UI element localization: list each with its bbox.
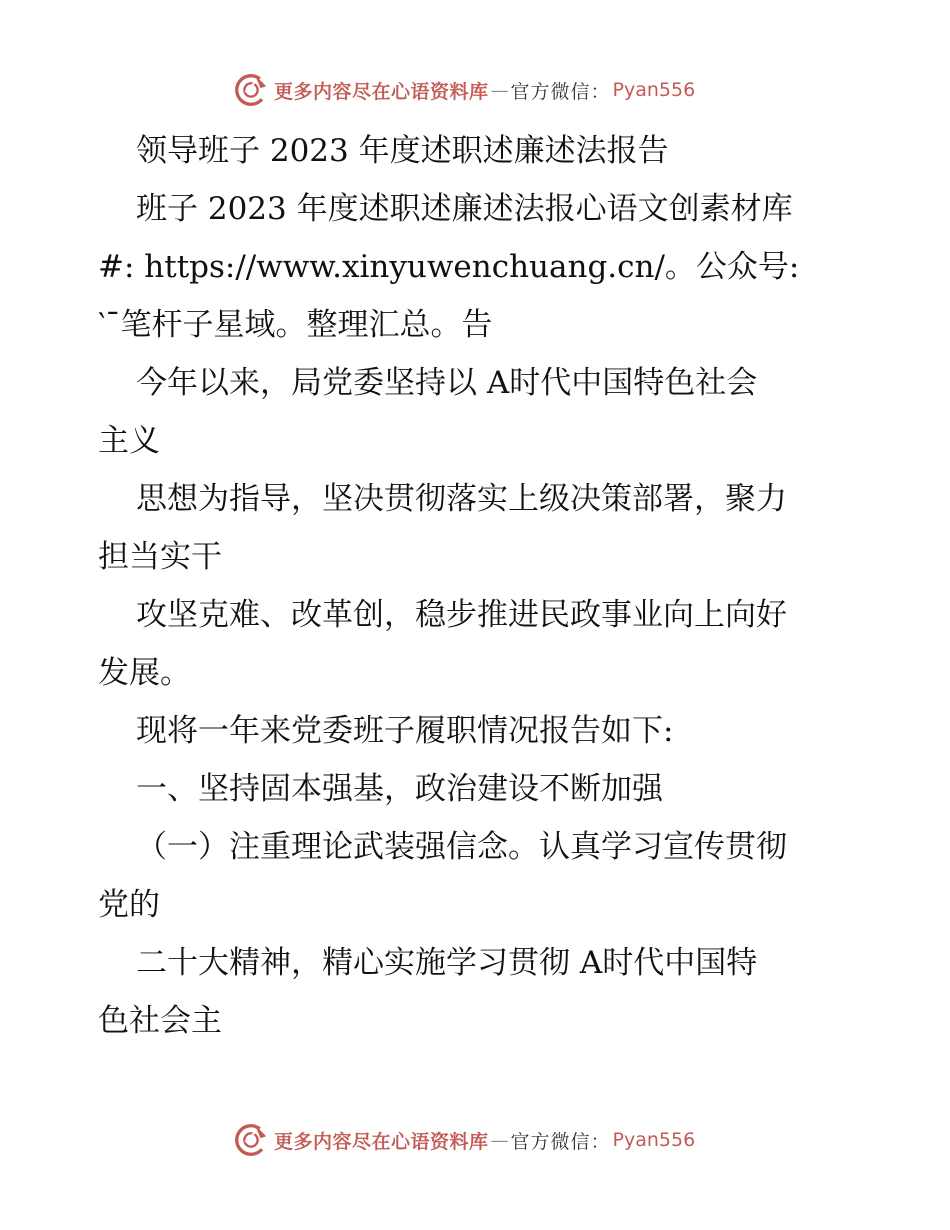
- brush-logo-icon: [232, 71, 270, 109]
- paragraph-line: 现将一年来党委班子履职情况报告如下:: [136, 713, 674, 749]
- paragraph-line: 思想为指导，坚决贯彻落实上级决策部署，聚力: [136, 481, 787, 517]
- banner-site-name: 更多内容尽在心语资料库: [274, 80, 489, 103]
- banner-wechat-label: 官方微信：: [510, 80, 611, 103]
- paragraph-line: 党的: [98, 887, 160, 923]
- paragraph-line: 今年以来，局党委坚持以 A时代中国特色社会: [136, 365, 758, 401]
- paragraph-line: ‵¯笔杆子星域。整理汇总。告: [98, 307, 493, 343]
- paragraph-line: 担当实干: [98, 539, 222, 575]
- footer-watermark-banner: [232, 1120, 695, 1160]
- header-watermark-banner: [232, 70, 695, 110]
- banner-wechat-id: Pyan556: [612, 1129, 696, 1151]
- paragraph-line: 色社会主: [98, 1003, 222, 1039]
- document-title: 领导班子 2023 年度述职述廉述法报告: [136, 133, 669, 169]
- paragraph-line: 二十大精神，精心实施学习贯彻 A时代中国特: [136, 945, 758, 981]
- paragraph-line: 发展。: [98, 655, 191, 691]
- banner-wechat-label: 官方微信：: [510, 1130, 611, 1153]
- paragraph-line: 班子 2023 年度述职述廉述法报心语文创素材库: [136, 191, 793, 227]
- banner-dash: —: [490, 1129, 509, 1151]
- document-body: [98, 122, 898, 1050]
- banner-wechat-id: Pyan556: [612, 79, 696, 101]
- banner-site-name: 更多内容尽在心语资料库: [274, 1130, 489, 1153]
- paragraph-line: 主义: [98, 423, 160, 459]
- brush-logo-icon: [232, 1121, 270, 1159]
- subsection-heading: （一）注重理论武装强信念。认真学习宣传贯彻: [136, 829, 787, 865]
- paragraph-line: #: https://www.xinyuwenchuang.cn/。公众号:: [98, 249, 800, 285]
- banner-dash: —: [490, 79, 509, 101]
- section-heading: 一、坚持固本强基，政治建设不断加强: [136, 771, 663, 807]
- paragraph-line: 攻坚克难、改革创，稳步推进民政事业向上向好: [136, 597, 787, 633]
